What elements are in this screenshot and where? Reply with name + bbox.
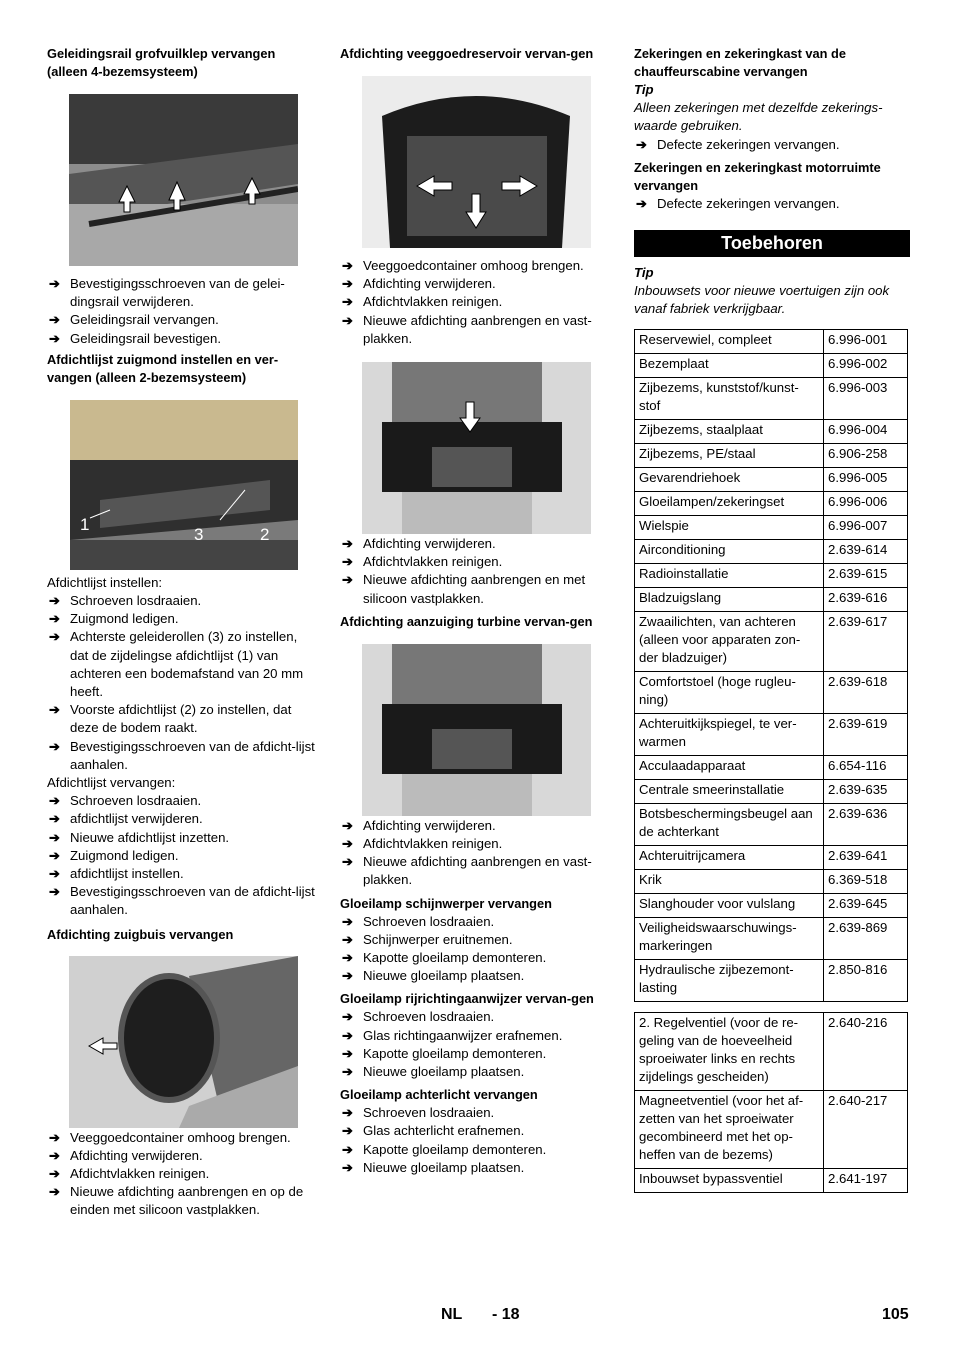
photo-seal-strip: [70, 400, 298, 570]
step: ➔ Veeggoedcontainer omhoog brengen.: [342, 258, 584, 273]
step: ➔ Afdichtvlakken reinigen.: [342, 294, 503, 310]
item-name: Radioinstallatie: [635, 563, 824, 587]
step: ➔ Defecte zekeringen vervangen.: [636, 136, 840, 152]
table-row: [635, 803, 908, 845]
item-name: Achteruitkijkspiegel, te ver-warmen: [635, 713, 824, 755]
item-name: Achteruitrijcamera: [635, 845, 824, 869]
table-row: [635, 893, 908, 917]
item-name: Veiligheidswaarschuwings-markeringen: [635, 917, 824, 959]
suction-tube-illustration: [69, 956, 298, 1128]
step: ➔ Nieuwe afdichting aanbrengen en vast-plakken.: [342, 312, 592, 346]
item-name: Bladzuigslang: [635, 587, 824, 611]
item-name: Botsbeschermingsbeugel aan de achterkant: [635, 803, 824, 845]
photo-turbine-seal: [362, 644, 591, 816]
item-name: Slanghouder voor vulslang: [635, 893, 824, 917]
step: ➔ Kapotte gloeilamp demonteren.: [342, 1045, 547, 1061]
section-title: Geleidingsrail grofvuilklep vervangen (alleen 4-bezemsysteem): [47, 46, 276, 79]
table-row: [635, 671, 908, 713]
step: ➔ Nieuwe afdichting aanbrengen en met silicoon vastplakken.: [342, 572, 586, 606]
step: ➔ Afdichtvlakken reinigen.: [342, 836, 503, 852]
item-number: 6.369-518: [824, 869, 908, 893]
item-number: 2.639-645: [824, 893, 908, 917]
table-row: [635, 611, 908, 671]
item-number: 2.640-217: [824, 1090, 908, 1168]
step: ➔ afdichtlijst verwijderen.: [49, 811, 203, 827]
step: ➔ Achterste geleiderollen (3) zo instellen, dat de zijdelingse afdichtlijst (1) van achteren een bodemafstand van 20 mm heeft.: [49, 629, 304, 700]
item-name: Zijbezems, PE/staal: [635, 443, 824, 467]
table-row: [635, 587, 908, 611]
item-number: 2.639-618: [824, 671, 908, 713]
step: ➔ Schroeven losdraaien.: [49, 593, 202, 609]
step: ➔ Zuigmond ledigen.: [49, 611, 179, 627]
item-name: Zijbezems, kunststof/kunst-stof: [635, 377, 824, 419]
step: ➔ Nieuwe afdichting aanbrengen en vast-plakken.: [342, 854, 592, 888]
item-name: Wielspie: [635, 515, 824, 539]
table-row: [635, 539, 908, 563]
section-title: Zekeringen en zekeringkast motorruimte vervangen: [634, 159, 881, 193]
table-row: [635, 713, 908, 755]
table-row: [635, 563, 908, 587]
tip-text: Inbouwsets voor nieuwe voertuigen zijn ook vanaf fabriek verkrijgbaar.: [634, 283, 890, 317]
table-row: [635, 353, 908, 377]
item-number: 6.654-116: [824, 755, 908, 779]
table-row: [635, 959, 908, 1001]
step: ➔ Bevestigingsschroeven van de afdicht-lijst aanhalen.: [49, 738, 315, 772]
footer-page-number: 105: [882, 1306, 909, 1323]
section-title: Gloeilamp rijrichtingaanwijzer vervan-gen: [340, 991, 594, 1007]
item-number: 2.639-615: [824, 563, 908, 587]
column-right: [634, 45, 910, 1193]
step: ➔ Bevestigingsschroeven van de gelei-dingsrail verwijderen.: [49, 276, 285, 310]
step: ➔ Schijnwerper eruitnemen.: [342, 931, 513, 947]
container-seal-illustration: [362, 76, 591, 248]
item-number: 2.639-636: [824, 803, 908, 845]
step: ➔ Zuigmond ledigen.: [49, 847, 179, 863]
step: ➔ Schroeven losdraaien.: [342, 913, 495, 929]
table-row: [635, 467, 908, 491]
table-row: [635, 377, 908, 419]
item-name: Gevarendriehoek: [635, 467, 824, 491]
step: ➔ afdichtlijst instellen.: [49, 866, 184, 882]
step: ➔ Afdichtvlakken reinigen.: [342, 554, 503, 570]
step: ➔ Kapotte gloeilamp demonteren.: [342, 950, 547, 966]
item-number: 2.640-216: [824, 1012, 908, 1090]
step: ➔ Geleidingsrail bevestigen.: [49, 330, 222, 346]
item-number: 6.996-002: [824, 353, 908, 377]
item-number: 2.850-816: [824, 959, 908, 1001]
item-name: Comfortstoel (hoge rugleu-ning): [635, 671, 824, 713]
item-number: 6.996-005: [824, 467, 908, 491]
turbine-seal-illustration: [362, 644, 591, 816]
subheading: Afdichtlijst vervangen:: [47, 775, 176, 791]
tip-label: Tip: [634, 82, 654, 97]
table-row: [635, 443, 908, 467]
item-name: Krik: [635, 869, 824, 893]
item-number: 6.906-258: [824, 443, 908, 467]
table-row: [635, 755, 908, 779]
table-row: [635, 329, 908, 353]
step: ➔ Glas richtingaanwijzer erafnemen.: [342, 1027, 563, 1043]
step: ➔ Afdichting verwijderen.: [342, 817, 496, 833]
item-name: Airconditioning: [635, 539, 824, 563]
footer-local-page: - 18: [492, 1306, 520, 1323]
table-row: [635, 491, 908, 515]
item-name: Magneetventiel (voor het af-zetten van het sproeiwater gecombineerd met het op-heffen van de bezems): [635, 1090, 824, 1168]
step: ➔ Nieuwe afdichtlijst inzetten.: [49, 829, 230, 845]
section-title: Afdichting aanzuiging turbine vervan-gen: [340, 613, 593, 629]
item-number: 2.639-635: [824, 779, 908, 803]
item-number: 2.639-869: [824, 917, 908, 959]
photo-container-seal: [362, 76, 591, 248]
section-title: Afdichtlijst zuigmond instellen en ver-vangen (alleen 2-bezemsysteem): [47, 351, 279, 385]
step: ➔ Glas achterlicht erafnemen.: [342, 1123, 525, 1139]
item-name: Bezemplaat: [635, 353, 824, 377]
table-row: [635, 1090, 908, 1168]
table-row: [635, 779, 908, 803]
section-title: Afdichting zuigbuis vervangen: [47, 926, 234, 942]
section-title: Gloeilamp schijnwerper vervangen: [340, 895, 552, 911]
container-open-illustration: [362, 362, 591, 534]
step: ➔ Defecte zekeringen vervangen.: [636, 195, 840, 211]
step: ➔ Nieuwe gloeilamp plaatsen.: [342, 968, 525, 984]
item-number: 6.996-001: [824, 329, 908, 353]
table-row: [635, 1012, 908, 1090]
tip-text: Alleen zekeringen met dezelfde zekerings-waarde gebruiken.: [634, 100, 883, 134]
table-row: [635, 419, 908, 443]
item-number: 6.996-007: [824, 515, 908, 539]
item-name: Centrale smeerinstallatie: [635, 779, 824, 803]
item-name: Acculaadapparaat: [635, 755, 824, 779]
photo-container-open: [362, 362, 591, 534]
guide-rail-illustration: [69, 94, 298, 266]
step: ➔ Afdichtvlakken reinigen.: [49, 1166, 210, 1182]
item-number: 2.639-616: [824, 587, 908, 611]
table-row: [635, 1168, 908, 1192]
item-number: 6.996-003: [824, 377, 908, 419]
step: ➔ Schroeven losdraaien.: [49, 793, 202, 809]
item-number: 6.996-004: [824, 419, 908, 443]
step: ➔ Veeggoedcontainer omhoog brengen.: [49, 1129, 291, 1145]
callout-label: 1: [80, 514, 90, 534]
item-name: 2. Regelventiel (voor de re-geling van de hoeveelheid sproeiwater links en rechts zijdelings gescheiden): [635, 1012, 824, 1090]
step: ➔ Afdichting verwijderen.: [49, 1147, 203, 1163]
step: ➔ Schroeven losdraaien.: [342, 1105, 495, 1121]
step: ➔ Voorste afdichtlijst (2) zo instellen, dat deze de bodem raakt.: [49, 702, 292, 736]
section-title: Gloeilamp achterlicht vervangen: [340, 1087, 538, 1103]
step: ➔ Nieuwe gloeilamp plaatsen.: [342, 1159, 525, 1175]
step: ➔ Kapotte gloeilamp demonteren.: [342, 1141, 547, 1157]
item-number: 2.639-641: [824, 845, 908, 869]
table-row: [635, 845, 908, 869]
valves-table: [634, 1012, 908, 1193]
callout-label: 2: [260, 524, 270, 544]
item-name: Zijbezems, staalplaat: [635, 419, 824, 443]
tip-label: Tip: [634, 265, 654, 281]
subheading: Afdichtlijst instellen:: [47, 574, 163, 590]
item-number: 2.639-617: [824, 611, 908, 671]
step: ➔ Schroeven losdraaien.: [342, 1009, 495, 1025]
photo-guide-rail: [69, 94, 298, 266]
seal-strip-illustration: [70, 400, 298, 570]
photo-suction-tube: [69, 956, 298, 1128]
item-number: 2.641-197: [824, 1168, 908, 1192]
accessories-table: [634, 329, 908, 1002]
item-number: 2.639-619: [824, 713, 908, 755]
item-number: 6.996-006: [824, 491, 908, 515]
callout-label: 3: [194, 524, 204, 544]
table-row: [635, 917, 908, 959]
table-row: [635, 515, 908, 539]
step: ➔ Nieuwe afdichting aanbrengen en op de einden met silicoon vastplakken.: [49, 1184, 304, 1218]
step: ➔ Geleidingsrail vervangen.: [49, 312, 219, 328]
step: ➔ Nieuwe gloeilamp plaatsen.: [342, 1064, 525, 1080]
item-name: Hydraulische zijbezemont-lasting: [635, 959, 824, 1001]
step: ➔ Afdichting verwijderen.: [342, 276, 496, 292]
step: ➔ Bevestigingsschroeven van de afdicht-lijst aanhalen.: [49, 884, 315, 918]
table-row: [635, 869, 908, 893]
section-banner: Toebehoren: [634, 230, 910, 257]
item-name: Gloeilampen/zekeringset: [635, 491, 824, 515]
item-name: Inbouwset bypassventiel: [635, 1168, 824, 1192]
item-name: Zwaailichten, van achteren (alleen voor apparaten zon-der bladzuiger): [635, 611, 824, 671]
step: ➔ Afdichting verwijderen.: [342, 536, 496, 552]
item-number: 2.639-614: [824, 539, 908, 563]
column-middle: [340, 45, 617, 1177]
column-left: [47, 45, 319, 1220]
section-title: Afdichting veeggoedreservoir vervan-gen: [340, 46, 594, 61]
item-name: Reservewiel, compleet: [635, 329, 824, 353]
section-title: Zekeringen en zekeringkast van de chauffeurscabine vervangen: [634, 46, 846, 79]
footer-language: NL: [441, 1306, 463, 1323]
